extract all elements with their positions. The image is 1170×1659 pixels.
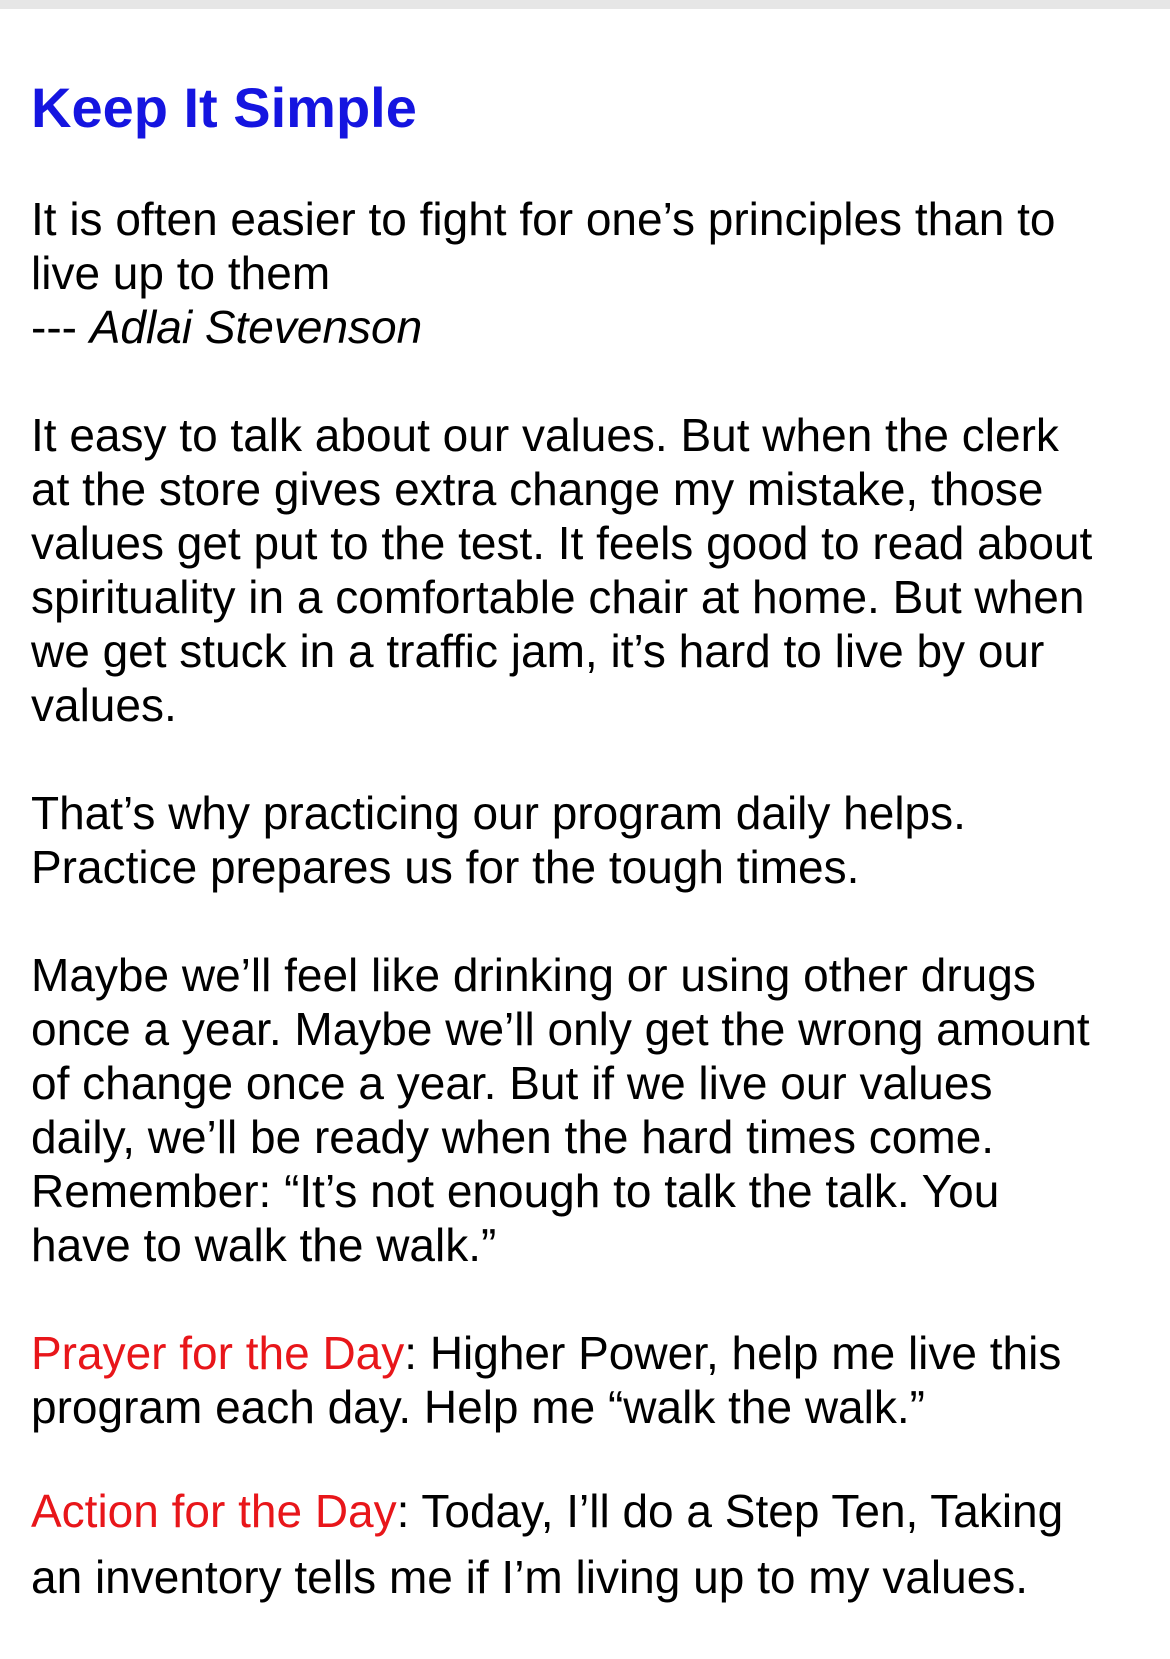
quote-block [31, 192, 1151, 354]
paragraph-line: once a year. Maybe we’ll only get the wrong amount [31, 1003, 1090, 1055]
prayer-line [31, 1326, 1151, 1380]
body-paragraph [31, 948, 1151, 1272]
paragraph-line: Remember: “It’s not enough to talk the talk. You [31, 1165, 1000, 1217]
body-paragraph [31, 786, 1151, 894]
action-text: : Today, I’ll do a Step Ten, Taking [396, 1485, 1064, 1537]
prayer-label: Prayer for the Day [31, 1327, 405, 1379]
quote-author: Adlai Stevenson [89, 301, 423, 353]
prayer-paragraph [31, 1326, 1151, 1434]
paragraph-line: at the store gives extra change my mistake, those [31, 463, 1044, 515]
body-paragraph [31, 408, 1151, 732]
prayer-text: : Higher Power, help me live this [404, 1327, 1062, 1379]
paragraph-line: Maybe we’ll feel like drinking or using other drugs [31, 949, 1036, 1001]
quote-line: It is often easier to fight for one’s principles than to [31, 193, 1056, 245]
quote-line: live up to them [31, 247, 331, 299]
page-title: Keep It Simple [31, 76, 417, 139]
paragraph-line: daily, we’ll be ready when the hard times come. [31, 1111, 995, 1163]
attribution-dashes: --- [31, 301, 90, 353]
action-paragraph [31, 1478, 1151, 1610]
quote-attribution [31, 300, 1151, 354]
action-line [31, 1478, 1151, 1544]
paragraph-line: It easy to talk about our values. But when the clerk [31, 409, 1059, 461]
top-divider [0, 0, 1170, 9]
prayer-line: program each day. Help me “walk the walk.” [31, 1381, 925, 1433]
paragraph-line: have to walk the walk.” [31, 1219, 497, 1271]
paragraph-line: That’s why practicing our program daily helps. [31, 787, 966, 839]
paragraph-line: spirituality in a comfortable chair at home. But when [31, 571, 1085, 623]
action-line: an inventory tells me if I’m living up to my values. [31, 1551, 1029, 1603]
action-label: Action for the Day [31, 1485, 397, 1537]
paragraph-line: of change once a year. But if we live our values [31, 1057, 993, 1109]
paragraph-line: values. [31, 679, 177, 731]
paragraph-line: values get put to the test. It feels good to read about [31, 517, 1093, 569]
paragraph-line: we get stuck in a traffic jam, it’s hard to live by our [31, 625, 1045, 677]
reading-content [31, 68, 1151, 1610]
paragraph-line: Practice prepares us for the tough times. [31, 841, 860, 893]
